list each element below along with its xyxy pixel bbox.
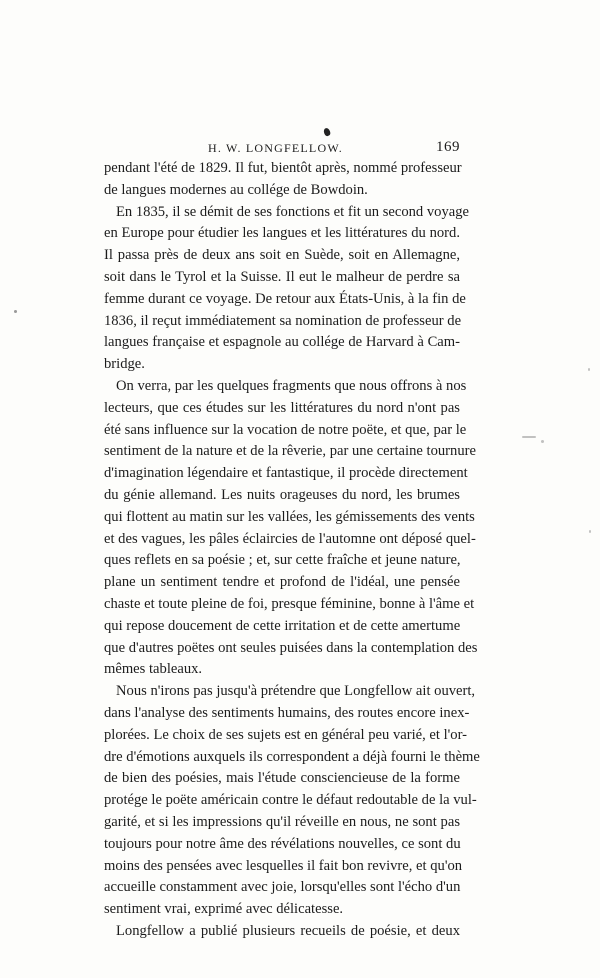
text-line: garité, et si les impressions qu'il réveille en nous, ne sont pas (104, 813, 460, 830)
paragraph-first-line: En 1835, il se démit de ses fonctions et fit un second voyage (116, 203, 470, 220)
paper-speck (522, 436, 536, 438)
paragraph-first-line: Longfellow a publié plusieurs recueils de poésie, et deux (116, 922, 460, 939)
text-line: dre d'émotions auxquels ils correspondent a déjà fourni le thème (104, 748, 480, 765)
text-line: femme durant ce voyage. De retour aux États-Unis, à la fin de (104, 290, 466, 307)
body-text (104, 158, 480, 943)
text-line: moins des pensées avec lesquelles il fait bon revivre, et qu'on (104, 857, 463, 874)
text-line: du génie allemand. Les nuits orageuses du nord, les brumes (104, 486, 460, 503)
text-line: que d'autres poëtes ont seules puisées dans la contemplation des (104, 639, 478, 656)
paper-speck (14, 310, 17, 313)
paper-speck (589, 530, 591, 533)
printer-ornament (323, 127, 331, 137)
text-line: accueille constamment avec joie, lorsqu'elles sont l'écho d'un (104, 879, 461, 896)
text-line: mêmes tableaux. (104, 661, 203, 678)
text-line: toujours pour notre âme des révélations nouvelles, ce sont du (104, 835, 461, 852)
text-line: dans l'analyse des sentiments humains, des routes encore inex- (104, 704, 470, 721)
text-line: sentiment de la nature et de la rêverie, par une certaine tournure (104, 443, 476, 460)
text-line: qui flottent au matin sur les vallées, les gémissements des vents (104, 508, 475, 525)
text-line: été sans influence sur la vocation de notre poëte, et que, par le (104, 421, 467, 438)
text-line: Il passa près de deux ans soit en Suède, soit en Allemagne, (104, 247, 460, 264)
text-line: plane un sentiment tendre et profond de l'idéal, une pensée (104, 574, 460, 591)
paper-speck (541, 440, 544, 443)
running-header (104, 141, 460, 159)
text-line: et des vagues, les pâles éclaircies de l'automne ont déposé quel- (104, 530, 476, 547)
text-line: plorées. Le choix de ses sujets est en général peu varié, et l'or- (104, 726, 467, 743)
text-line: protége le poëte américain contre le défaut redoutable de la vul- (104, 792, 477, 809)
text-line: pendant l'été de 1829. Il fut, bientôt après, nommé professeur (104, 160, 462, 176)
text-line: lecteurs, que ces études sur les littératures du nord n'ont pas (104, 399, 460, 416)
text-line: de langues modernes au collége de Bowdoin. (104, 181, 368, 198)
paper-speck (588, 368, 590, 371)
text-line: 1836, il reçut immédiatement sa nomination de professeur de (104, 312, 462, 329)
text-line: d'imagination légendaire et fantastique, il procède directement (104, 465, 468, 482)
text-line: soit dans le Tyrol et la Suisse. Il eut le malheur de perdre sa (104, 268, 460, 285)
text-line: ques reflets en sa poésie ; et, sur cette fraîche et jeune nature, (104, 552, 461, 569)
text-line: langues française et espagnole au collége de Harvard à Cam- (104, 334, 460, 351)
text-line: chaste et toute pleine de foi, presque féminine, bonne à l'âme et (104, 595, 475, 612)
text-line: de bien des poésies, mais l'étude consciencieuse de la forme (104, 770, 460, 787)
page-number: 169 (436, 139, 460, 155)
text-line: sentiment vrai, exprimé avec délicatesse. (104, 901, 344, 918)
text-line: en Europe pour étudier les langues et les littératures du nord. (104, 225, 460, 242)
text-line: qui repose doucement de cette irritation et de cette amertume (104, 617, 461, 634)
text-line: bridge. (104, 356, 145, 373)
running-title: H. W. LONGFELLOW. (208, 141, 343, 155)
paragraph-first-line: Nous n'irons pas jusqu'à prétendre que Longfellow ait ouvert, (116, 683, 476, 700)
paragraph-first-line: On verra, par les quelques fragments que nous offrons à nos (116, 377, 467, 394)
